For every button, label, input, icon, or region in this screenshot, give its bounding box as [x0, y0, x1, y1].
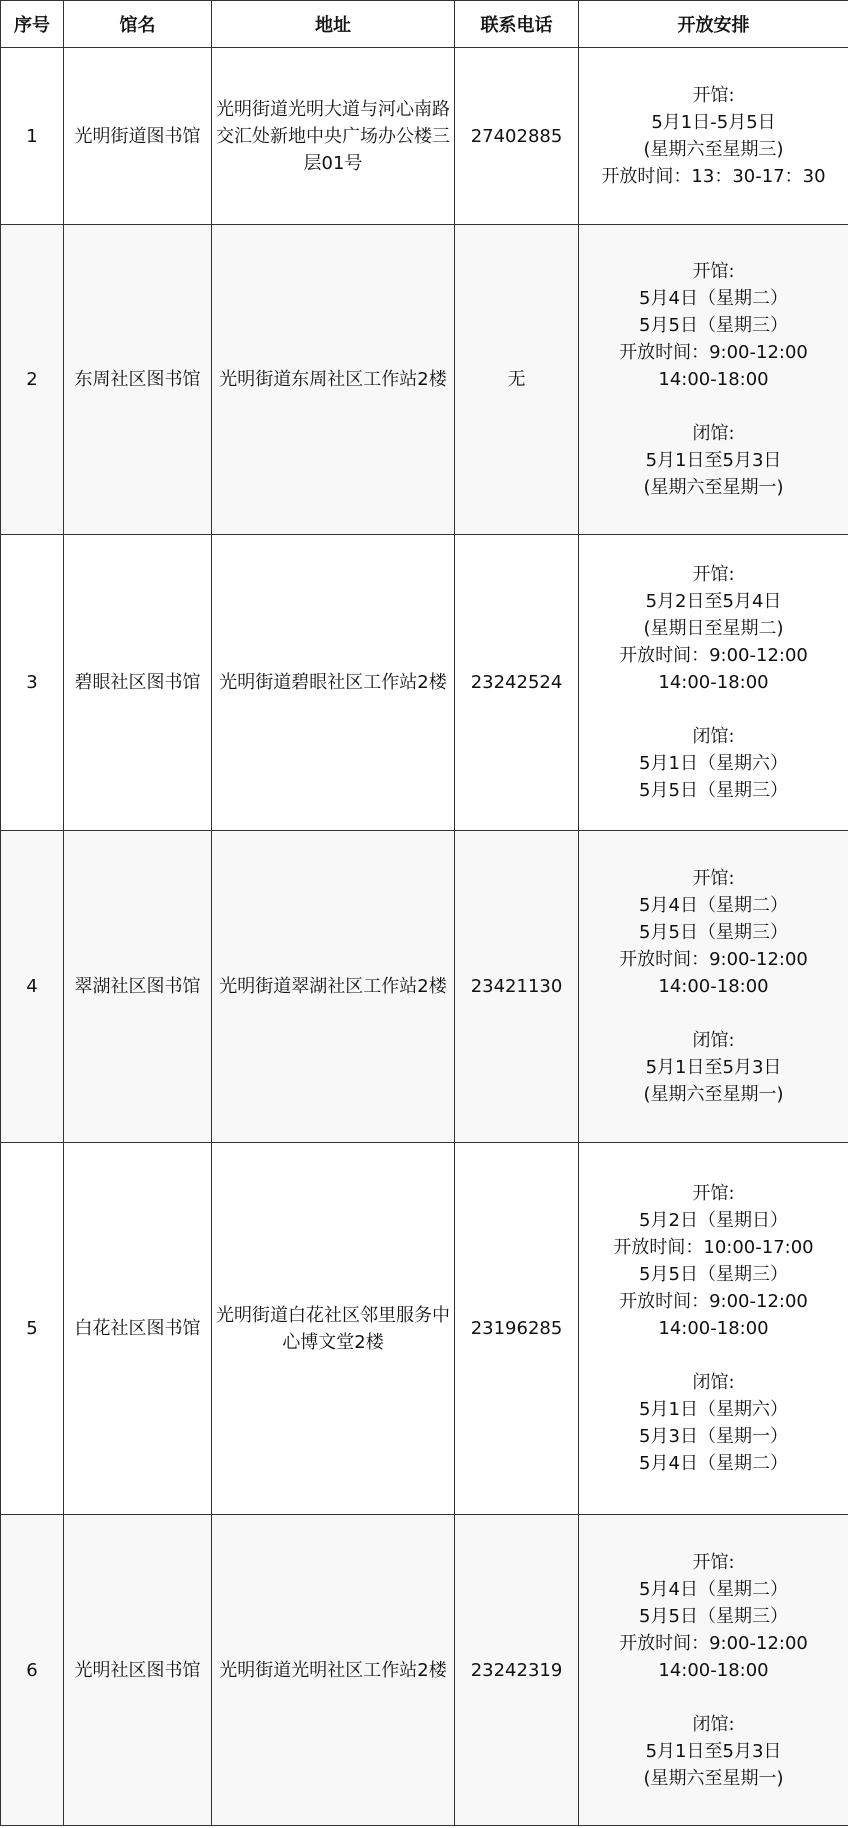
header-row [1, 1, 848, 48]
schedule-line: 开馆: [692, 1551, 735, 1573]
header-phone: 联系电话 [455, 1, 579, 48]
schedule-line: 开放时间：9:00-12:00 [619, 949, 808, 970]
schedule-line: 闭馆: [692, 726, 735, 747]
schedule-line: (星期六至星期三) [643, 139, 784, 160]
schedule-line: 5月5日（星期三） [639, 780, 788, 801]
schedule-line: 开放时间：9:00-12:00 [619, 1632, 808, 1654]
cell-address: 光明街道光明社区工作站2楼 [212, 1515, 455, 1826]
schedule-line: 开放时间：10:00-17:00 [613, 1237, 814, 1258]
table-row [1, 48, 848, 225]
schedule-line: (星期六至星期一) [643, 1084, 784, 1105]
schedule-line: 闭馆: [692, 1713, 735, 1735]
schedule-line: 开馆: [692, 868, 735, 889]
cell-schedule [579, 535, 848, 831]
schedule-line: 闭馆: [692, 1030, 735, 1051]
schedule-line: 5月1日-5月5日 [651, 112, 776, 133]
cell-name: 东周社区图书馆 [64, 225, 212, 535]
schedule-line: 5月1日（星期六） [639, 1399, 788, 1420]
cell-phone: 23196285 [455, 1143, 579, 1515]
schedule-line: 闭馆: [692, 423, 735, 444]
schedule-line: 开放时间：9:00-12:00 [619, 645, 808, 666]
schedule-line: 开放时间：9:00-12:00 [619, 1291, 808, 1312]
schedule-line: 开馆: [692, 85, 735, 106]
table-body [1, 48, 848, 1826]
schedule-line: 5月4日（星期二） [639, 1453, 788, 1474]
schedule-line: 5月1日至5月3日 [645, 1057, 782, 1078]
table-row [1, 831, 848, 1143]
schedule-line [583, 1342, 844, 1369]
cell-schedule [579, 48, 848, 225]
schedule-line: 5月5日（星期三） [639, 922, 788, 943]
schedule-line [583, 1000, 844, 1027]
cell-name: 翠湖社区图书馆 [64, 831, 212, 1143]
schedule-line [583, 1684, 844, 1711]
cell-name: 碧眼社区图书馆 [64, 535, 212, 831]
cell-no: 1 [1, 48, 64, 225]
schedule-line: 开馆: [692, 564, 735, 585]
header-schedule: 开放安排 [579, 1, 848, 48]
header-name: 馆名 [64, 1, 212, 48]
cell-no: 5 [1, 1143, 64, 1515]
table-row [1, 225, 848, 535]
cell-address: 光明街道光明大道与河心南路交汇处新地中央广场办公楼三层01号 [212, 48, 455, 225]
cell-no: 6 [1, 1515, 64, 1826]
table-row [1, 535, 848, 831]
schedule-line: 5月5日（星期三） [639, 1605, 788, 1627]
cell-phone: 23242319 [455, 1515, 579, 1826]
cell-schedule [579, 225, 848, 535]
cell-phone: 无 [455, 225, 579, 535]
schedule-line: 14:00-18:00 [658, 672, 769, 693]
schedule-line: 14:00-18:00 [658, 369, 769, 390]
cell-address: 光明街道翠湖社区工作站2楼 [212, 831, 455, 1143]
cell-no: 3 [1, 535, 64, 831]
schedule-line: 14:00-18:00 [658, 976, 769, 997]
cell-name: 光明街道图书馆 [64, 48, 212, 225]
schedule-line: 14:00-18:00 [658, 1659, 769, 1681]
cell-phone: 23242524 [455, 535, 579, 831]
schedule-line: 5月4日（星期二） [639, 895, 788, 916]
header-address: 地址 [212, 1, 455, 48]
schedule-line: 14:00-18:00 [658, 1318, 769, 1339]
table-row [1, 1515, 848, 1826]
cell-phone: 23421130 [455, 831, 579, 1143]
schedule-line [583, 393, 844, 420]
cell-name: 光明社区图书馆 [64, 1515, 212, 1826]
schedule-line: 5月2日至5月4日 [645, 591, 782, 612]
schedule-line: 5月3日（星期一） [639, 1426, 788, 1447]
schedule-line: 闭馆: [692, 1372, 735, 1393]
cell-schedule [579, 1515, 848, 1826]
schedule-line: (星期六至星期一) [643, 477, 784, 498]
schedule-line: 5月5日（星期三） [639, 1264, 788, 1285]
schedule-line: 5月1日至5月3日 [645, 1740, 782, 1762]
schedule-line: 开放时间：9:00-12:00 [619, 342, 808, 363]
schedule-line: 5月4日（星期二） [639, 288, 788, 309]
cell-schedule [579, 1143, 848, 1515]
cell-no: 2 [1, 225, 64, 535]
cell-schedule [579, 831, 848, 1143]
schedule-line: (星期六至星期一) [643, 1767, 784, 1789]
cell-no: 4 [1, 831, 64, 1143]
cell-phone: 27402885 [455, 48, 579, 225]
schedule-line: 5月1日（星期六） [639, 753, 788, 774]
cell-address: 光明街道白花社区邻里服务中心博文堂2楼 [212, 1143, 455, 1515]
header-no: 序号 [1, 1, 64, 48]
cell-address: 光明街道碧眼社区工作站2楼 [212, 535, 455, 831]
schedule-line: 5月1日至5月3日 [645, 450, 782, 471]
table-row [1, 1143, 848, 1515]
schedule-line: 开馆: [692, 1183, 735, 1204]
schedule-line: 5月2日（星期日） [639, 1210, 788, 1231]
cell-name: 白花社区图书馆 [64, 1143, 212, 1515]
schedule-line [583, 696, 844, 723]
schedule-line: 开馆: [692, 261, 735, 282]
schedule-line: 5月4日（星期二） [639, 1578, 788, 1600]
cell-address: 光明街道东周社区工作站2楼 [212, 225, 455, 535]
schedule-line: 开放时间：13：30-17：30 [601, 166, 826, 187]
schedule-line: (星期日至星期二) [643, 618, 784, 639]
schedule-line: 5月5日（星期三） [639, 315, 788, 336]
